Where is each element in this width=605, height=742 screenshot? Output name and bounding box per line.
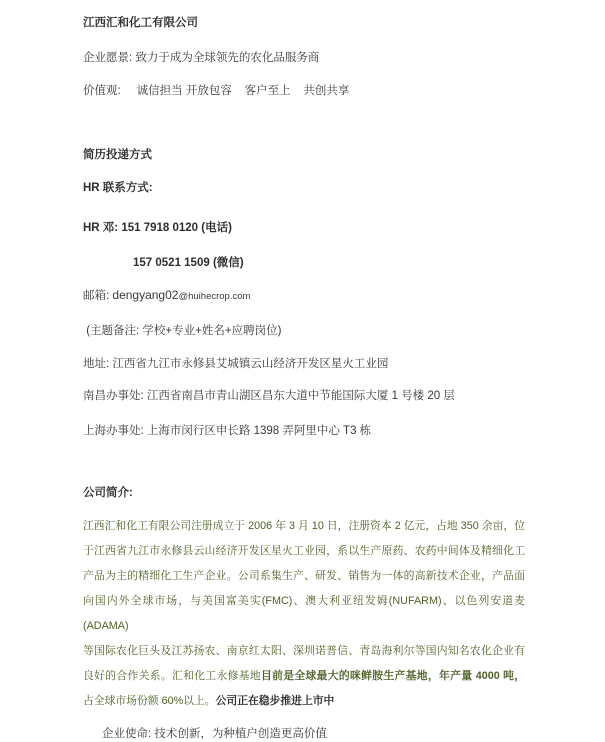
intro-line7-regular: 占全球市场份额 60%以上。: [83, 695, 216, 707]
email-user: dengyang02: [112, 288, 179, 302]
intro-line: 产品为主的精细化工生产企业。公司系集生产、研发、销售为一体的高新技术企业，产品面: [83, 570, 525, 582]
email-subject-note: (主题备注: 学校+专业+姓名+应聘岗位): [83, 325, 282, 337]
address-line: 地址: 江西省九江市永修县艾城镇云山经济开发区星火工业园: [83, 358, 389, 370]
intro-line6-bold: 目前是全球最大的咪鲜胺生产基地，年产量 4000 吨，: [261, 670, 525, 682]
company-intro-paragraph: [83, 514, 525, 714]
intro-line: 向国内外全球市场，与美国富美实(FMC)、澳大利亚纽发姆(NUFARM)、以色列安道麦(ADAMA): [83, 595, 525, 632]
intro-line: 江西汇和化工有限公司注册成立于 2006 年 3 月 10 日，注册资本 2 亿元，占地 350 余亩，位: [83, 520, 525, 532]
hr-contact-label: HR 联系方式:: [83, 182, 153, 194]
company-vision-line: 企业愿景: 致力于成为全球领先的农化品服务商: [83, 52, 320, 64]
intro-line7-bold: 公司正在稳步推进上市中: [215, 695, 335, 707]
email-label: 邮箱:: [83, 290, 113, 302]
company-mission-line: 企业使命: 技术创新，为种植户创造更高价值: [102, 728, 327, 740]
email-domain: @huihecrop.com: [178, 291, 251, 302]
intro-line: 于江西省九江市永修县云山经济开发区星火工业园，系以生产原药、农药中间体及精细化工: [83, 545, 525, 557]
intro-line: 等国际农化巨头及江苏扬农、南京红太阳、深圳诺普信、青岛海利尔等国内知名农化企业有: [83, 645, 525, 657]
shanghai-office-line: 上海办事处: 上海市闵行区申长路 1398 弄阿里中心 T3 栋: [83, 425, 372, 437]
company-name-heading: 江西汇和化工有限公司: [83, 17, 198, 29]
resume-section-title: 简历投递方式: [83, 149, 152, 161]
intro-section-title: 公司简介:: [83, 487, 133, 499]
email-line: [83, 288, 565, 304]
hr-phone-line: HR 邓: 151 7918 0120 (电话): [83, 222, 232, 234]
hr-wechat-line: 157 0521 1509 (微信): [133, 257, 244, 269]
intro-line: [83, 664, 525, 689]
nanchang-office-line: 南昌办事处: 江西省南昌市青山湖区昌东大道中节能国际大厦 1 号楼 20 层: [83, 390, 455, 402]
intro-line: [83, 689, 525, 714]
company-values-line: 价值观: 诚信担当 开放包容 客户至上 共创共享: [83, 85, 350, 97]
intro-line6-regular: 良好的合作关系。汇和化工永修基地: [83, 670, 262, 682]
